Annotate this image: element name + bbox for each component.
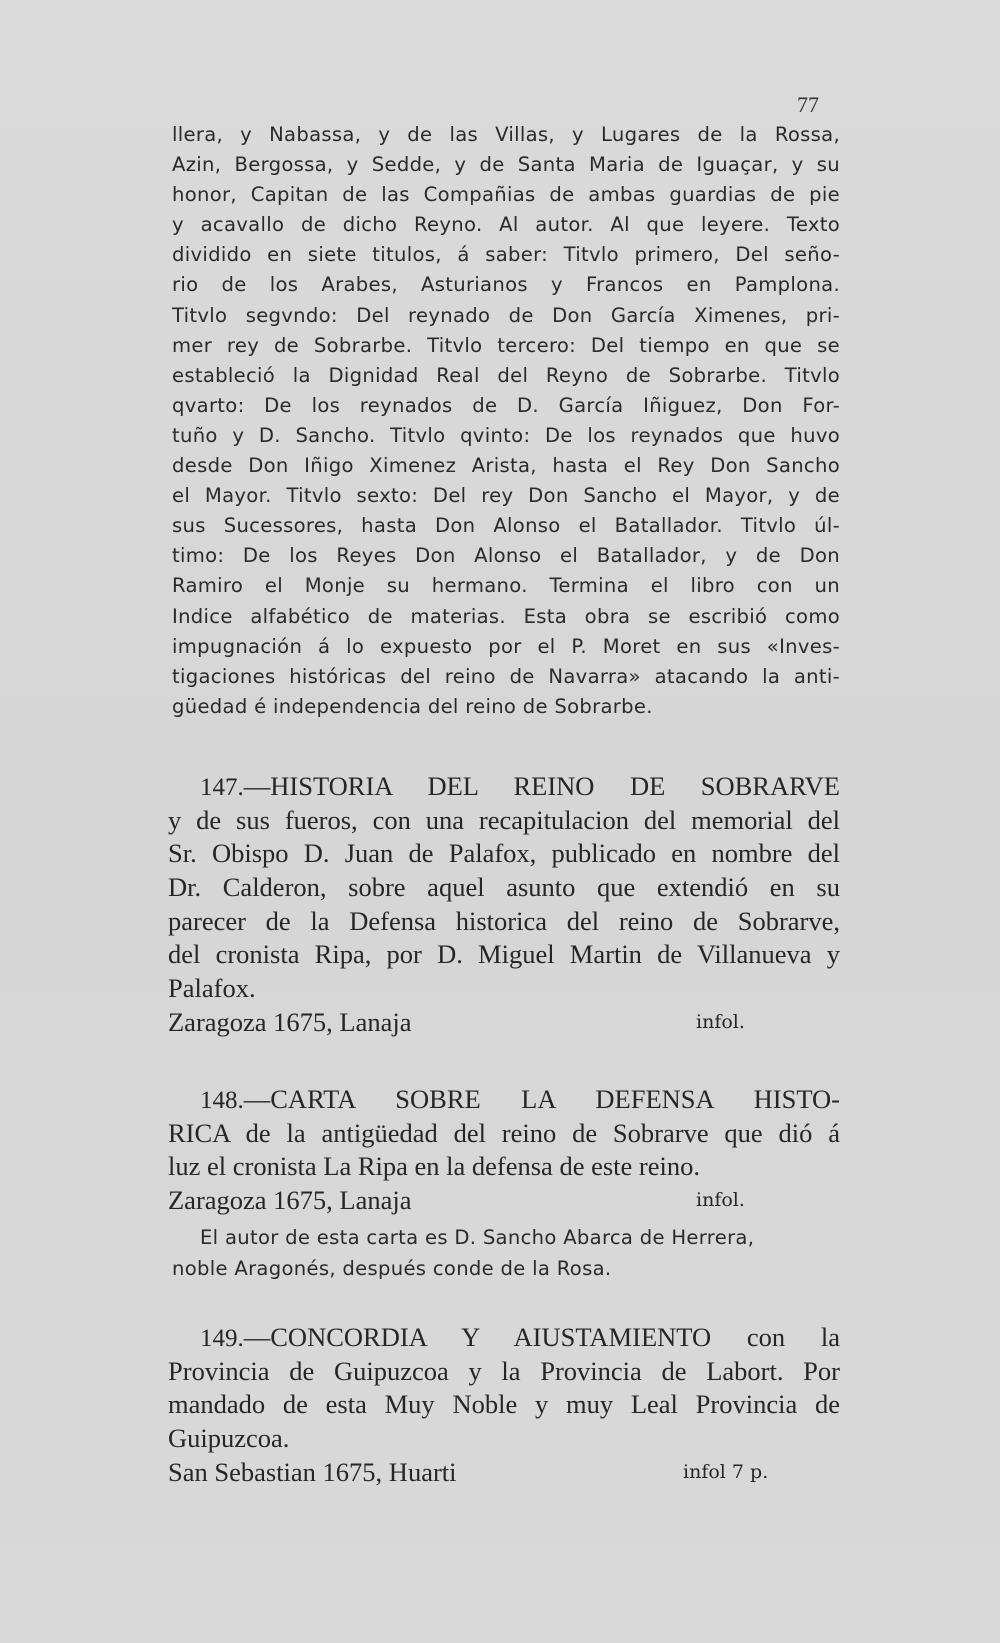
text-line: tigaciones históricas del reino de Navarra» atacando la anti- xyxy=(172,664,840,688)
format: infol 7 p. xyxy=(683,1460,769,1483)
imprint: Zaragoza 1675, Lanaja xyxy=(168,1006,412,1037)
text-line: llera, y Nabassa, y de las Villas, y Lugares de la Rossa, xyxy=(172,123,840,146)
text-line: Indice alfabético de materias. Esta obra se escribió como xyxy=(172,604,840,628)
text-line: timo: De los Reyes Don Alonso el Batallador, y de Don xyxy=(172,544,840,568)
text-line: honor, Capitan de las Compañias de ambas guardias de pie xyxy=(172,183,840,207)
entry-heading xyxy=(168,770,840,804)
text-line: y acavallo de dicho Reyno. Al autor. Al que leyere. Texto xyxy=(172,213,840,237)
text-line: Ramiro el Monje su hermano. Termina el libro con un xyxy=(172,574,840,598)
text-line: desde Don Iñigo Ximenez Arista, hasta el Rey Don Sancho xyxy=(172,454,840,478)
format: infol. xyxy=(696,1189,745,1212)
entry-title: —CARTA SOBRE LA DEFENSA HISTO- xyxy=(243,1084,840,1114)
text-line: Palafox. xyxy=(168,973,256,1004)
page-number: 77 xyxy=(797,92,819,117)
entry-title: —HISTORIA DEL REINO DE SOBRARVE xyxy=(243,771,840,801)
text-line: Azin, Bergossa, y Sedde, y de Santa Maria de Iguaçar, y su xyxy=(172,153,840,177)
text-line: impugnación á lo expuesto por el P. Moret en sus «Inves- xyxy=(172,634,840,658)
imprint-line xyxy=(168,1456,840,1490)
entry-heading xyxy=(168,1321,840,1355)
catalog-entry-147 xyxy=(168,770,840,1040)
entry-number: 148. xyxy=(200,1087,244,1114)
text-line: sus Sucessores, hasta Don Alonso el Batallador. Titvlo úl- xyxy=(172,514,840,538)
catalog-entry-149 xyxy=(168,1321,840,1489)
entry-number: 147. xyxy=(200,774,244,801)
text-line: dividido en siete titulos, á saber: Titvlo primero, Del seño- xyxy=(172,243,840,267)
text-line: y de sus fueros, con una recapitulacion del memorial del xyxy=(168,804,840,835)
text-line: El autor de esta carta es D. Sancho Abarca de Herrera, xyxy=(200,1226,755,1249)
entry-number: 149. xyxy=(200,1325,244,1352)
text-line: qvarto: De los reynados de D. García Iñiguez, Don For- xyxy=(172,393,840,417)
entry-title: —CONCORDIA Y AIUSTAMIENTO con la xyxy=(243,1322,840,1352)
text-line: Sr. Obispo D. Juan de Palafox, publicado en nombre del xyxy=(168,838,840,869)
text-line: noble Aragonés, después conde de la Rosa. xyxy=(172,1257,612,1280)
imprint-line xyxy=(168,1006,840,1040)
text-line: tuño y D. Sancho. Titvlo qvinto: De los reynados que huvo xyxy=(172,423,840,447)
continuation-paragraph xyxy=(172,120,840,722)
text-line: Dr. Calderon, sobre aquel asunto que extendió en su xyxy=(168,872,840,903)
text-line: estableció la Dignidad Real del Reyno de Sobrarbe. Titvlo xyxy=(172,363,840,387)
imprint-line xyxy=(168,1184,840,1218)
text-line: RICA de la antigüedad del reino de Sobrarve que dió á xyxy=(168,1117,840,1148)
text-line: Provincia de Guipuzcoa y la Provincia de Labort. Por xyxy=(168,1355,840,1386)
text-line: güedad é independencia del reino de Sobrarbe. xyxy=(172,694,653,718)
text-line: Guipuzcoa. xyxy=(168,1423,290,1454)
imprint: Zaragoza 1675, Lanaja xyxy=(168,1185,412,1216)
text-line: parecer de la Defensa historica del reino de Sobrarve, xyxy=(168,905,840,936)
imprint: San Sebastian 1675, Huarti xyxy=(168,1456,457,1487)
text-line: luz el cronista La Ripa en la defensa de este reino. xyxy=(168,1151,700,1182)
text-line: mer rey de Sobrarbe. Titvlo tercero: Del tiempo en que se xyxy=(172,333,840,357)
text-line: mandado de esta Muy Noble y muy Leal Provincia de xyxy=(168,1389,840,1420)
format: infol. xyxy=(696,1010,745,1033)
text-line: Titvlo segvndo: Del reynado de Don García Ximenes, pri- xyxy=(172,303,840,327)
entry-note-148 xyxy=(172,1222,840,1284)
text-line: del cronista Ripa, por D. Miguel Martin de Villanueva y xyxy=(168,939,840,970)
catalog-entry-148 xyxy=(168,1083,840,1218)
text-line: rio de los Arabes, Asturianos y Francos en Pamplona. xyxy=(172,273,840,297)
text-line: el Mayor. Titvlo sexto: Del rey Don Sancho el Mayor, y de xyxy=(172,484,840,508)
entry-heading xyxy=(168,1083,840,1117)
